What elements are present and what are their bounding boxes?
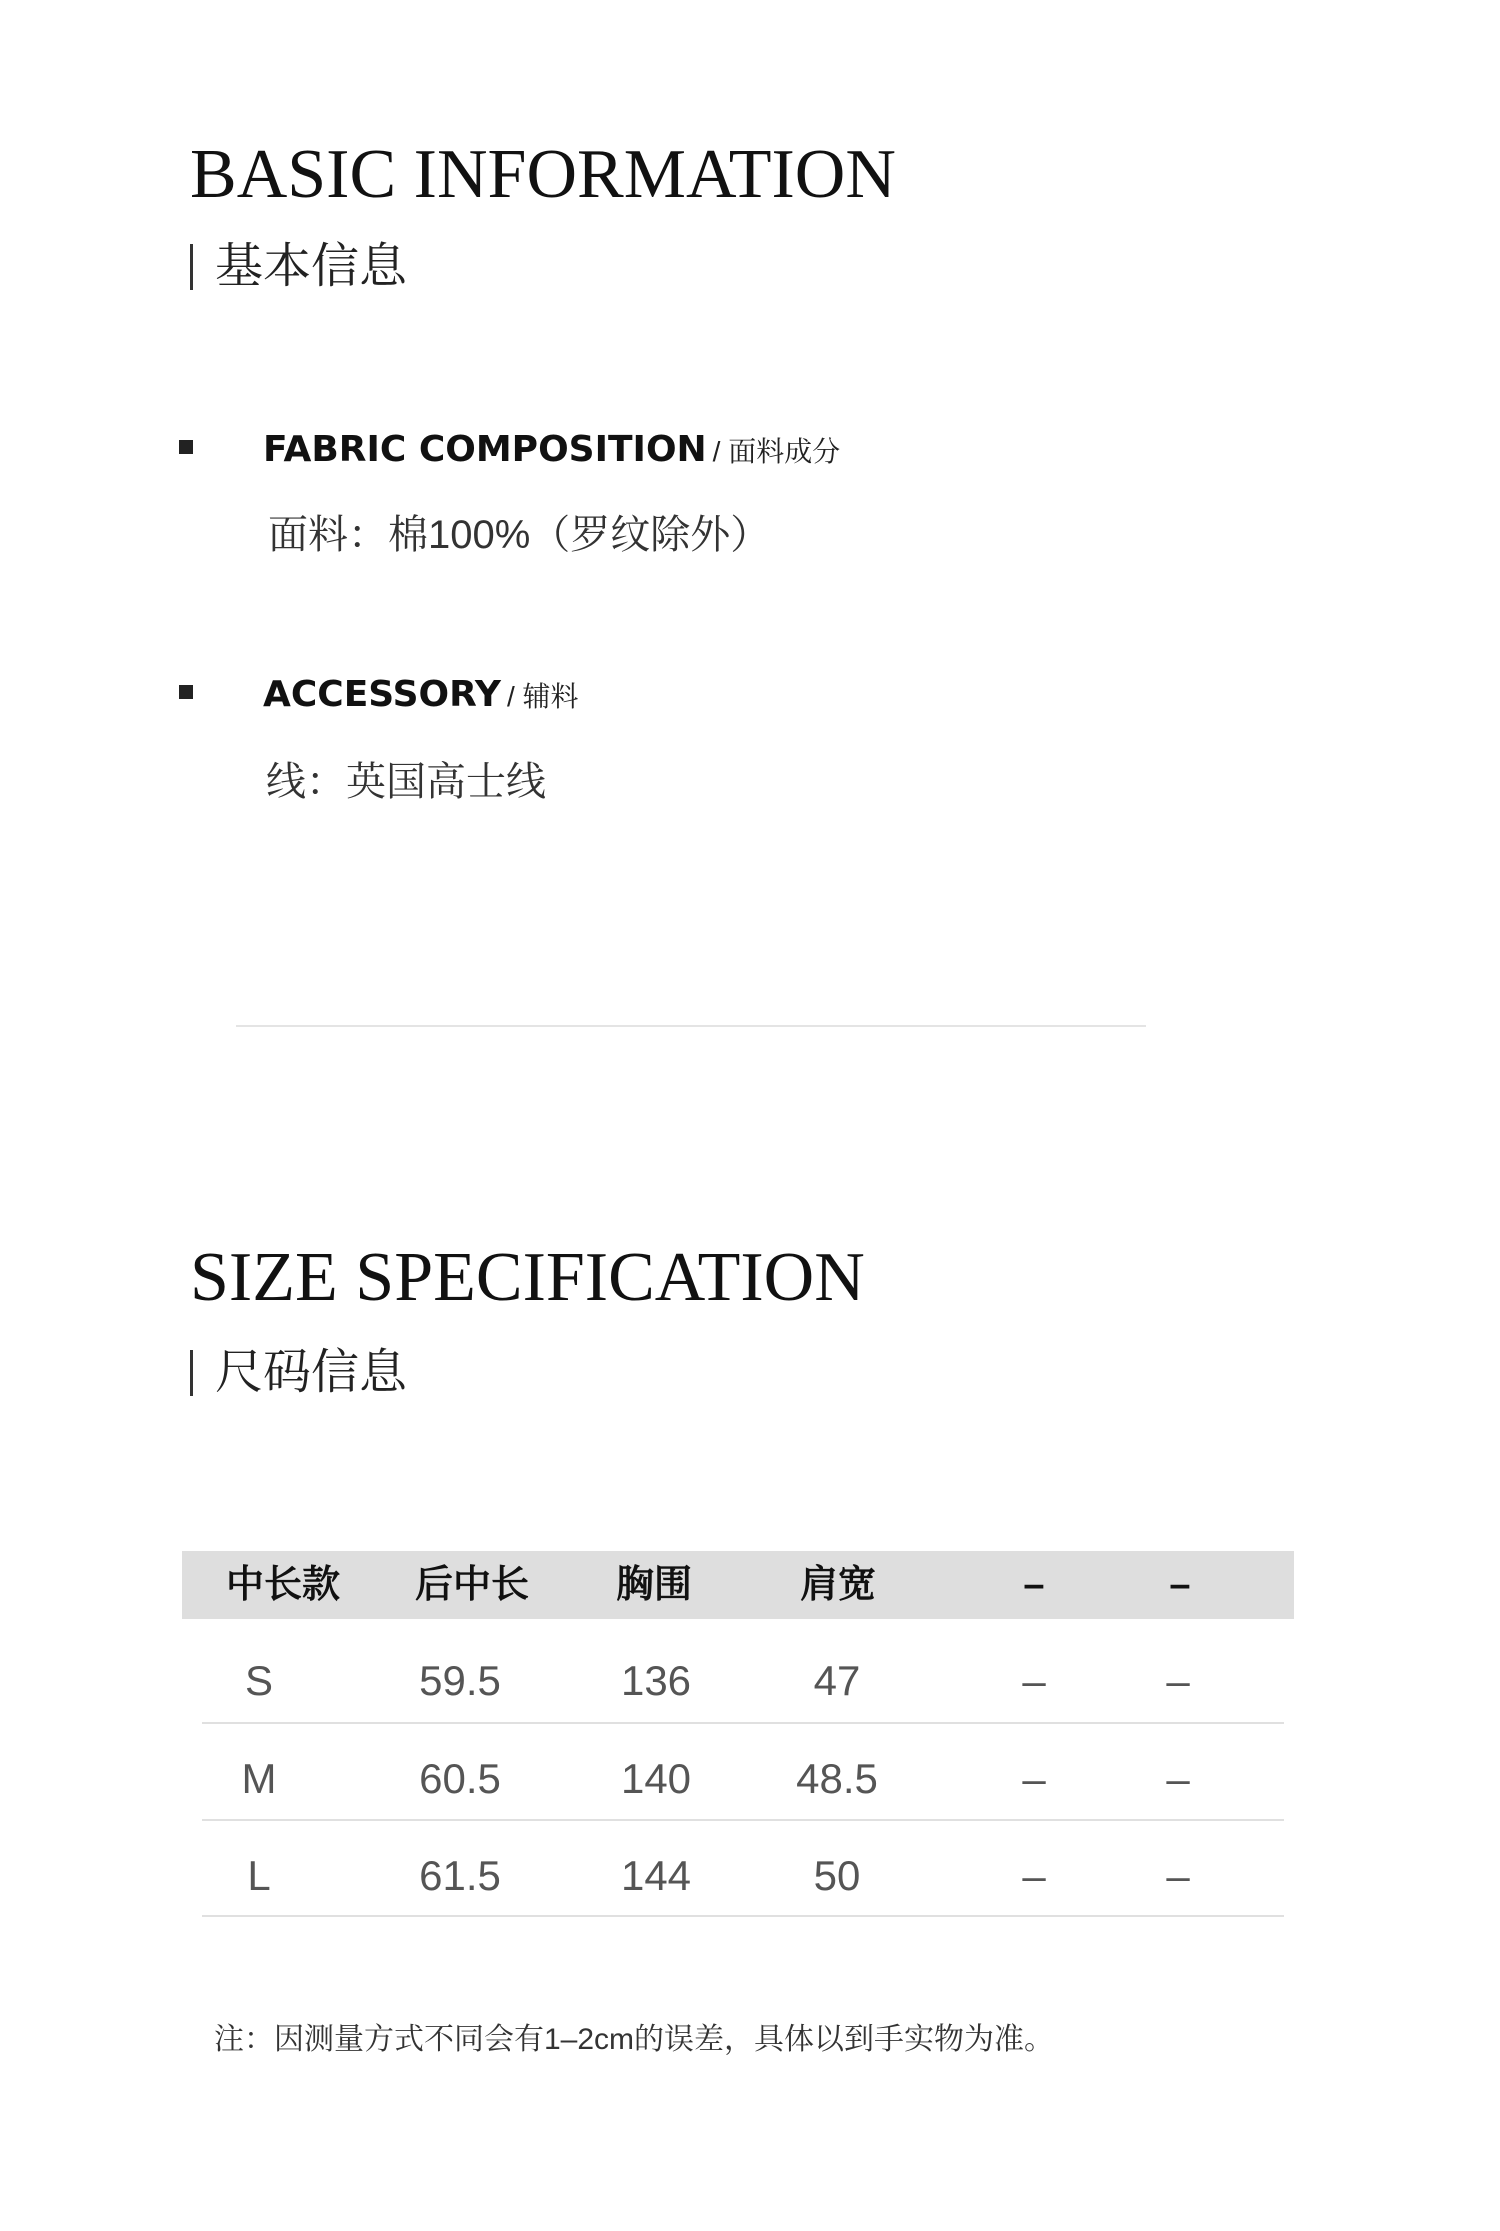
table-cell: – <box>1166 1852 1190 1899</box>
table-cell: – <box>1166 1657 1190 1704</box>
accessory-heading <box>263 674 579 715</box>
fabric-label-en: FABRIC COMPOSITION <box>263 429 707 470</box>
table-cell: 60.5 <box>419 1755 501 1802</box>
header-cell-chest: 胸围 <box>615 1564 693 1606</box>
table-cell: 47 <box>813 1657 861 1704</box>
fabric-value: 面料：棉100%（罗纹除外） <box>268 513 771 557</box>
size-spec-title: SIZE SPECIFICATION <box>190 1239 865 1316</box>
fabric-heading <box>263 429 841 470</box>
table-cell: – <box>1022 1755 1046 1802</box>
table-cell: 140 <box>620 1755 692 1802</box>
accessory-bullet <box>179 685 193 699</box>
table-cell: 48.5 <box>796 1755 878 1802</box>
accessory-label-cn: / 辅料 <box>506 681 579 712</box>
size-table-header <box>182 1551 1294 1619</box>
row-divider <box>202 1915 1284 1917</box>
fabric-label-cn: / 面料成分 <box>712 436 841 467</box>
size-spec-subtitle-text: 尺码信息 <box>215 1346 408 1399</box>
header-cell-style: 中长款 <box>225 1564 341 1606</box>
table-cell: – <box>1022 1852 1046 1899</box>
table-cell: 59.5 <box>419 1657 501 1704</box>
header-cell-back-length: 后中长 <box>414 1564 530 1606</box>
header-cell-empty-1: – <box>1023 1564 1045 1606</box>
table-cell: L <box>247 1852 271 1899</box>
measurement-note: 注：因测量方式不同会有1–2cm的误差，具体以到手实物为准。 <box>214 2023 1055 2056</box>
table-cell: – <box>1166 1755 1190 1802</box>
table-cell: 136 <box>620 1657 692 1704</box>
table-cell: M <box>241 1755 277 1802</box>
table-cell: 144 <box>620 1852 692 1899</box>
section-divider <box>236 1025 1146 1027</box>
table-cell: – <box>1022 1657 1046 1704</box>
size-spec-subtitle <box>190 1346 408 1399</box>
subtitle-bar <box>190 1350 193 1396</box>
row-divider <box>202 1819 1284 1821</box>
accessory-label-en: ACCESSORY <box>263 674 501 715</box>
header-cell-empty-2: – <box>1169 1564 1191 1606</box>
fabric-bullet <box>179 440 193 454</box>
subtitle-bar <box>190 244 193 290</box>
table-cell: 50 <box>813 1852 861 1899</box>
basic-info-subtitle <box>190 240 408 293</box>
accessory-value: 线：英国高士线 <box>266 760 546 804</box>
header-cell-shoulder: 肩宽 <box>799 1564 877 1606</box>
basic-info-title: BASIC INFORMATION <box>190 136 896 213</box>
basic-info-subtitle-text: 基本信息 <box>215 240 408 293</box>
row-divider <box>202 1722 1284 1724</box>
table-cell: 61.5 <box>419 1852 501 1899</box>
table-cell: S <box>244 1657 274 1704</box>
